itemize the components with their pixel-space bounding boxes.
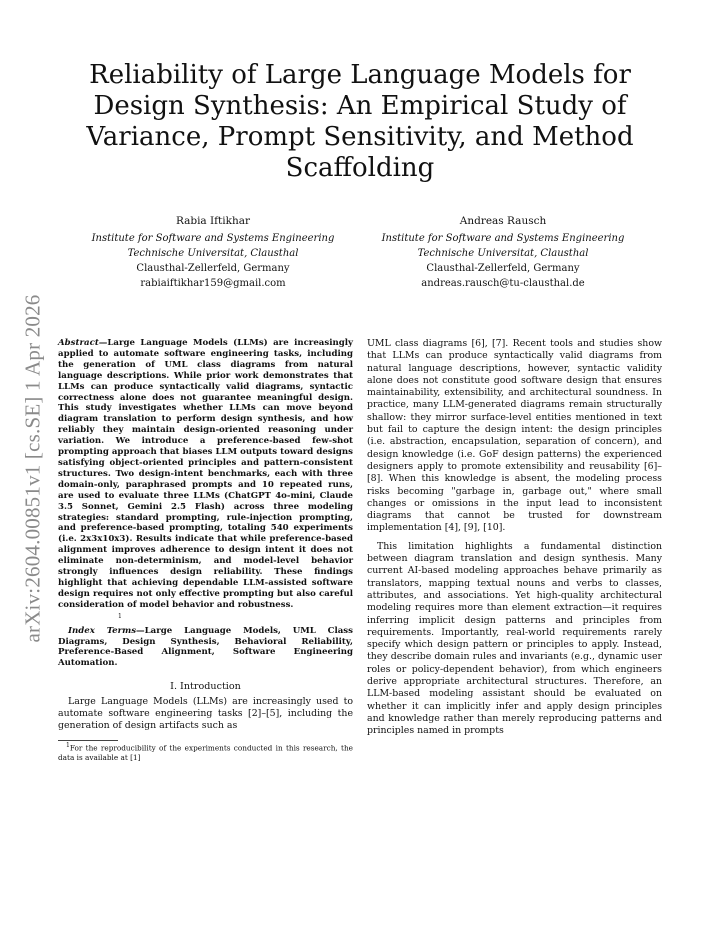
author-city: Clausthal-Zellerfeld, Germany [136, 263, 290, 274]
footnote-mark: 1 [66, 742, 70, 750]
author-block-1 [68, 214, 358, 291]
abstract-footnote-mark: 1 [118, 612, 122, 620]
body-paragraph: UML class diagrams [6], [7]. Recent tools and studies show that LLMs can produce syntactically valid diagrams from natural language descriptions, however, syntactic validity alone does not constitute good software design that ensures maintainability, extensibility, and architectural soundness. In practice, many LLM-generated diagrams remain structurally shallow: they mirror surface-level entities mentioned in text but fail to capture the design intent: the design principles (i.e. abstraction, encapsulation, separation of concern), and design knowledge (i.e. GoF design patterns) the experienced designers apply to promote extensibility and reusability [6]–[8]. When this knowledge is absent, the modeling process risks becoming "garbage in, garbage out," where small changes or omissions in the input lead to inconsistent diagrams that cannot be trusted for downstream implementation [4], [9], [10]. [367, 338, 662, 534]
author-city: Clausthal-Zellerfeld, Germany [426, 263, 580, 274]
author-email: andreas.rausch@tu-clausthal.de [421, 278, 585, 289]
arxiv-identifier: arXiv:2604.00851v1 [cs.SE] 1 Apr 2026 [20, 293, 45, 643]
index-terms-text: —Large Language Models, UML Class Diagrams, Design Synthesis, Behavioral Reliability, Preference-Based Alignment, Software Engineering Automation. [58, 625, 353, 669]
index-terms [58, 626, 353, 670]
author-university: Technische Universitat, Clausthal [127, 248, 299, 259]
author-institute: Institute for Software and Systems Engineering [91, 233, 335, 244]
index-terms-label: Index Terms [68, 625, 137, 636]
abstract-label: Abstract [58, 338, 99, 348]
right-column [367, 338, 662, 738]
body-paragraph: This limitation highlights a fundamental distinction between diagram translation and design synthesis. Many current AI-based modeling approaches behave primarily as translators, mapping textual nouns and verbs to classes, attributes, and associations. Yet high-quality architectural modeling requires more than element extraction—it requires inferring implicit design patterns and principles from requirements. Importantly, real-world requirements rarely specify which design pattern or principles to apply. Instead, they describe domain rules and invariants (e.g., dynamic user roles or policy-dependent behavior), from which engineers derive appropriate architectural structures. Therefore, an LLM-based modeling assistant should be evaluated on whether it can implicitly infer and apply design principles and knowledge rather than merely reproducing patterns and principles named in prompts [367, 540, 662, 737]
author-name: Andreas Rausch [459, 215, 547, 227]
arxiv-sidebar [20, 268, 46, 668]
paper-title: Reliability of Large Language Models for Design Synthesis: An Empirical Study of Variance, Prompt Sensitivity, and Method Scaffolding [86, 60, 634, 183]
footnote [58, 741, 353, 762]
abstract [58, 338, 353, 611]
footnote-text: For the reproducibility of the experiments conducted in this research, the data is available at [1] [58, 743, 353, 763]
abstract-text: —Large Language Models (LLMs) are increasingly applied to automate software engineering tasks, including the generation of UML class diagrams from natural language descriptions. While prior work demonstrates that LLMs can produce syntactically valid diagrams, syntactic correctness alone does not guarantee meaningful design. This study investigates whether LLMs can move beyond diagram translation to perform design synthesis, and how reliably they maintain design-oriented reasoning under variation. We introduce a preference-based few-shot prompting approach that biases LLM outputs toward designs satisfying object-oriented principles and pattern-consistent structures. Two design-intent benchmarks, each with three domain-only, paraphrased prompts and 10 repeated runs, are used to evaluate three LLMs (ChatGPT 4o-mini, Claude 3.5 Sonnet, Gemini 2.5 Flash) across three modeling strategies: standard prompting, rule-injection prompting, and preference-based prompting, totaling 540 experiments (i.e. 2x3x10x3). Results indicate that while preference-based alignment improves adherence to design intent it does not eliminate non-determinism, and model-level behavior strongly influences design reliability. These findings highlight that achieving dependable LLM-assisted software design requires not only effective prompting but also careful consideration of model behavior and robustness. [58, 338, 353, 610]
author-name: Rabia Iftikhar [175, 215, 251, 227]
section-heading: I. Introduction [170, 681, 241, 693]
author-institute: Institute for Software and Systems Engineering [381, 233, 625, 244]
author-university: Technische Universitat, Clausthal [417, 248, 589, 259]
left-column [58, 338, 353, 762]
intro-paragraph: Large Language Models (LLMs) are increasingly used to automate software engineering tasks [2]–[5], including the generation of design artifacts such as [58, 695, 353, 732]
author-block-2 [358, 214, 648, 291]
author-email: rabiaiftikhar159@gmail.com [140, 278, 286, 289]
